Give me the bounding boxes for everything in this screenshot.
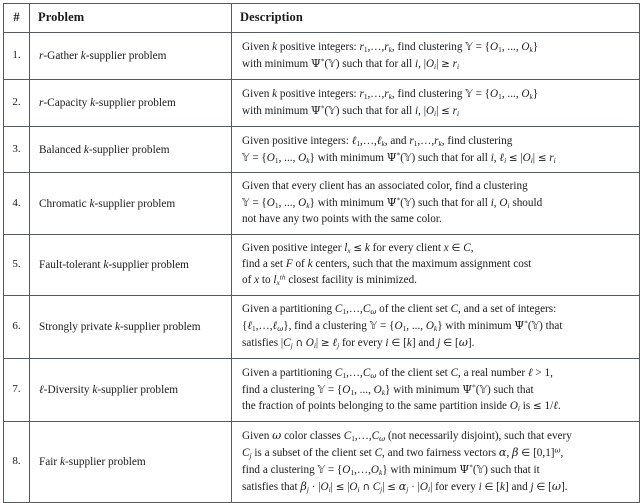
problem-name: ℓ-Diversity k-supplier problem — [30, 358, 232, 422]
column-header-number: # — [4, 4, 30, 33]
problem-name: Fault-tolerant k-supplier problem — [30, 235, 232, 296]
problem-name: Strongly private k-supplier problem — [30, 295, 232, 358]
description-line: the fraction of points belonging to the same partition inside $O_i$ is ≤ 1/ℓ. — [242, 399, 561, 414]
row-number: 6. — [4, 295, 30, 358]
table-row — [4, 173, 640, 235]
row-number: 3. — [4, 126, 30, 173]
problems-table — [3, 3, 640, 503]
problem-description — [232, 126, 640, 173]
description-line: Given positive integers: ℓ$_1$,…,ℓ$_k$, and $r_1,\dots,r_k$, find clustering — [242, 133, 513, 148]
problem-description — [232, 295, 640, 358]
description-line: not have any two points with the same color. — [242, 213, 442, 226]
table-row — [4, 422, 640, 503]
problem-description — [232, 79, 640, 126]
description-line: Given a partitioning $C_1,\dots,C_\omega$ of the client set C, and a set of integers: — [242, 302, 557, 316]
description-line: satisfies that $\beta_j \cdot |O_i| \le |O_i$ ∩ $C_j| \le \alpha_j \cdot |O_i|$ for every i ∈ [k] and j ∈ [ω]. — [242, 480, 568, 495]
description-line: Given a partitioning $C_1,\dots,C_\omega$ of the client set C, a real number ℓ > 1, — [242, 365, 553, 380]
problem-description — [232, 235, 640, 296]
row-number: 8. — [4, 422, 30, 503]
table-body — [4, 33, 640, 503]
column-header-description: Description — [232, 4, 640, 33]
description-line: of x to $l_x^{th}$ closest facility is minimized. — [242, 272, 417, 288]
description-line: Given that every client has an associated color, find a clustering — [242, 180, 528, 193]
problem-name: Balanced k-supplier problem — [30, 126, 232, 173]
table-row — [4, 79, 640, 126]
table-row — [4, 235, 640, 296]
description-line: satisfies $|C_j$ ∩ $O_i|$ ≥ ℓ$_j$ for every i ∈ [k] and j ∈ [ω]. — [242, 335, 475, 350]
row-number: 1. — [4, 33, 30, 80]
table-header-row — [4, 4, 640, 33]
description-line: Given k positive integers: $r_1,\dots,r_k$, find clustering 𝕐 = {$O_1$, ..., $O_k$} — [242, 86, 539, 101]
row-number: 5. — [4, 235, 30, 296]
table-row — [4, 33, 640, 80]
description-line: {ℓ$_1$,…,ℓ$_\omega$}, find a clustering 𝕐 = {$O_1$, ..., $O_k$} with minimum Ψ*(𝕐) that — [242, 318, 563, 333]
description-line: find a clustering 𝕐 = $\{O_1,\dots,O_k\}$ with minimum Ψ*(𝕐) such that it — [242, 462, 540, 478]
description-line: Given ω color classes $C_1,\dots,C_\omega$ (not necessarily disjoint), such that every — [242, 429, 572, 444]
problem-description — [232, 33, 640, 80]
description-line: 𝕐 = {$O_1$, ..., $O_k$} with minimum Ψ*(𝕐) such that for all i, $O_i$ should — [242, 196, 543, 211]
problem-description — [232, 358, 640, 422]
description-line: find a set F of k centers, such that the maximum assignment cost — [242, 258, 532, 271]
problem-description — [232, 173, 640, 235]
problem-name: Fair k-supplier problem — [30, 422, 232, 503]
row-number: 7. — [4, 358, 30, 422]
problem-name: r-Capacity k-supplier problem — [30, 79, 232, 126]
table-row — [4, 126, 640, 173]
column-header-problem: Problem — [30, 4, 232, 33]
description-line: with minimum Ψ*(𝕐) such that for all i, $|O_i| \ge r_i$ — [242, 56, 459, 71]
description-line: $C_j$ is a subset of the client set C, and two fairness vectors α, β ∈ $[0,1]^\omega$, — [242, 445, 564, 461]
description-line: Given positive integer $l_x \le k$ for every client x ∈ C, — [242, 242, 474, 256]
problem-name: r-Gather k-supplier problem — [30, 33, 232, 80]
description-line: find a clustering 𝕐 = {$O_1$, ..., $O_k$} with minimum Ψ*(𝕐) such that — [242, 382, 534, 397]
table-header — [4, 4, 640, 33]
row-number: 2. — [4, 79, 30, 126]
description-line: with minimum Ψ*(𝕐) such that for all i, $|O_i| \le r_i$ — [242, 103, 459, 118]
row-number: 4. — [4, 173, 30, 235]
table-row — [4, 295, 640, 358]
problem-description — [232, 422, 640, 503]
table-row — [4, 358, 640, 422]
problem-name: Chromatic k-supplier problem — [30, 173, 232, 235]
description-line: 𝕐 = {$O_1$, ..., $O_k$} with minimum Ψ*(𝕐) such that for all i, ℓ$_i$ ≤ $|O_i| \le r_i$ — [242, 150, 556, 165]
description-line: Given k positive integers: $r_1,\dots,r_k$, find clustering 𝕐 = {$O_1$, ..., $O_k$} — [242, 40, 539, 55]
